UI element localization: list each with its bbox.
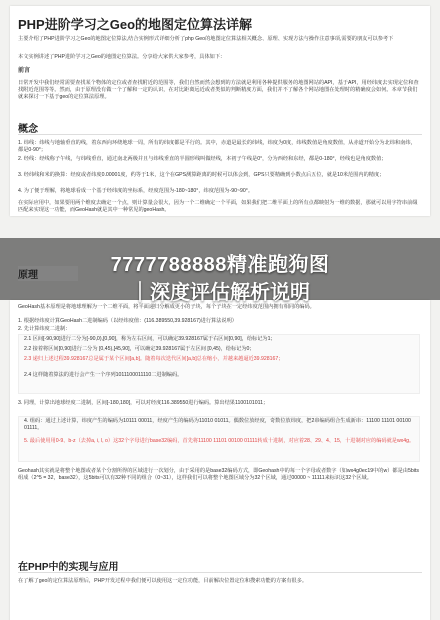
step-item-highlight: 2.3 递归上述过程39.928167总是属于某个区间[a,b]。随着每次迭代区间[a,b]总在缩小，并越来越逼近39.928167； xyxy=(24,356,284,362)
section-divider xyxy=(18,134,422,135)
geohash-note: Geohash其实就是将整个地图或者某个分割所得的区域进行一次划分，由于采用的是base32编码方式，即Geohash中的每一个字母或者数字（如wx4g0ec19中的w）都是由5bits组成（2^5 = 32，base32），这5bits可以有32种不同的组合（0~31），这样我们可以将整个地图区域分为32个区域，通过00000 ~ 11111来标识这32个区域。 xyxy=(18,468,419,481)
foreword-heading: 前言 xyxy=(18,68,31,74)
intro-paragraph: 主要介绍了PHP进阶学习之Geo的地图定位算法,结合实例形式详细分析了php Geo的地图定位算法相关概念、原理、实现方法与操作注意事项,需要的朋友可以参考下 xyxy=(18,36,394,42)
php-heading: 在PHP中的实现与应用 xyxy=(18,562,119,573)
section-divider xyxy=(18,572,422,573)
steps-box xyxy=(18,334,420,394)
concept-item: 2. 经线：经线称子午线，与纬线垂直，通过南北两极并且与纬线垂直的半圆形线叫做经线，本初子午线是0°，分为西经和东经，都是0-180°，经线也是角度数值； xyxy=(18,156,387,162)
step-item: 2.4 这样随着算法的进行会产生一个序列1011100011110二进制编码。 xyxy=(24,372,183,378)
step-item: 3. 同理，计算出地球经度二进制，区间[-180,180]，可以对经度116.389550进行编码。算出结果1100101011； xyxy=(18,400,269,406)
php-intro: 在了解了geo的定位算法原理后，PHP开发过程中我们便可以使用这一定位功能，目前解决位置定位和搜索功能的方案有很多。 xyxy=(18,578,308,584)
article-page-top xyxy=(10,6,430,216)
intro-note: 本文实例讲述了PHP进阶学习之Geo的地图定位算法。分享给大家供大家参考，具体如下： xyxy=(18,54,226,60)
step-item: 2.2 接着将区间[0,90]进行二分为 [0,45),[45,90]，可以确定39.928167属于左区间 [0,45)，给标记为0； xyxy=(24,346,255,352)
principle-intro: GeoHash基本原理是将地球理解为一个二维平面，将平面递归分解成更小的子块，每个子块在一定经纬度范围内拥有相同的编码。 xyxy=(18,304,315,310)
concept-heading: 概念 xyxy=(18,124,38,135)
article-page-bottom xyxy=(10,300,430,620)
step-item: 2. 先计算纬度二进制： xyxy=(18,326,71,332)
foreword-paragraph: 日常开发中我们经常需要查找某个物体的定位或者查找附近的范围等，我们自然而然会想到的方法就是利用各种提供服务的地图网站的API，基于API，用经纬度去实现定位和查找附近范围等等。然而，由于原理没有做一个了解和一定的认识，在对比距离远近或者类似的判断精度方面，我们并不了解各个网站地图在处理时的精确度会如何。本章节我们就来探讨一下基于geo的定位算法原理。 xyxy=(18,80,419,100)
article-title: PHP进阶学习之Geo的地图定位算法详解 xyxy=(18,17,253,32)
step-item-highlight: 5. 最后使用用0-9、b-z（去掉a, i, l, o）这32个字母进行base32编码，首先将11100 11101 00100 01111转成十进制，对应着28、29、4、15，十进制对应的编码就是wx4g。 xyxy=(24,438,415,444)
step-item: 4. 组码：通过上述计算，纬度产生的编码为10111 00011，经度产生的编码为11010 01011。偶数位放经度，奇数位放纬度，把2串编码组合生成新串：11100 11101 00100 01111。 xyxy=(24,418,411,431)
overlay-title-line2: ｜深度评估解析说明 xyxy=(130,282,310,304)
concept-item: 4. 为了便于理解，将地球看成一个基于经纬度的坐标系，经度范围为-180~180°，纬度范围为-90~90°。 xyxy=(18,188,254,194)
concept-tail: 在实际应用中，如果要用两个维度去确定一个点，则计算量会很大，因为一个二维确定一个平面，如果我们把二维平面上的所有点都映射为一维的数据，那就可以用字符串前缀匹配来实现这一功能，而GeoHash就是其中一种常见的geoHash。 xyxy=(18,200,418,213)
step-item: 2.1 区间[-90,90]进行二分为[-90,0),[0,90]，称为左右区间，可以确定39.928167属于右区间[0,90]，给标记为1； xyxy=(24,336,276,342)
concept-item: 3. 经纬线和米的换算：经度或者纬度0.00001度，约等于1米，这个在GPS测算距离的时候可以体会到，GPS只要精确到小数点后五位，就是10米范围内的精度； xyxy=(18,172,385,178)
step-item: 1. 根据经纬度计算GeoHash二进制编码（以经纬度值：(116.389550,39.928167)进行算法说明） xyxy=(18,318,237,324)
concept-item: 1. 纬线：纬线与地轴垂直的线，着东西向环绕地球一周，所有的纬度都是平行的。其中，赤道是最长的纬线，纬度为0度，纬线数值是角度数值，从赤道开始分为北纬和南纬，都是0-90°； xyxy=(18,140,416,153)
overlay-title-line1: 7777788888精准跑狗图 xyxy=(110,254,330,276)
